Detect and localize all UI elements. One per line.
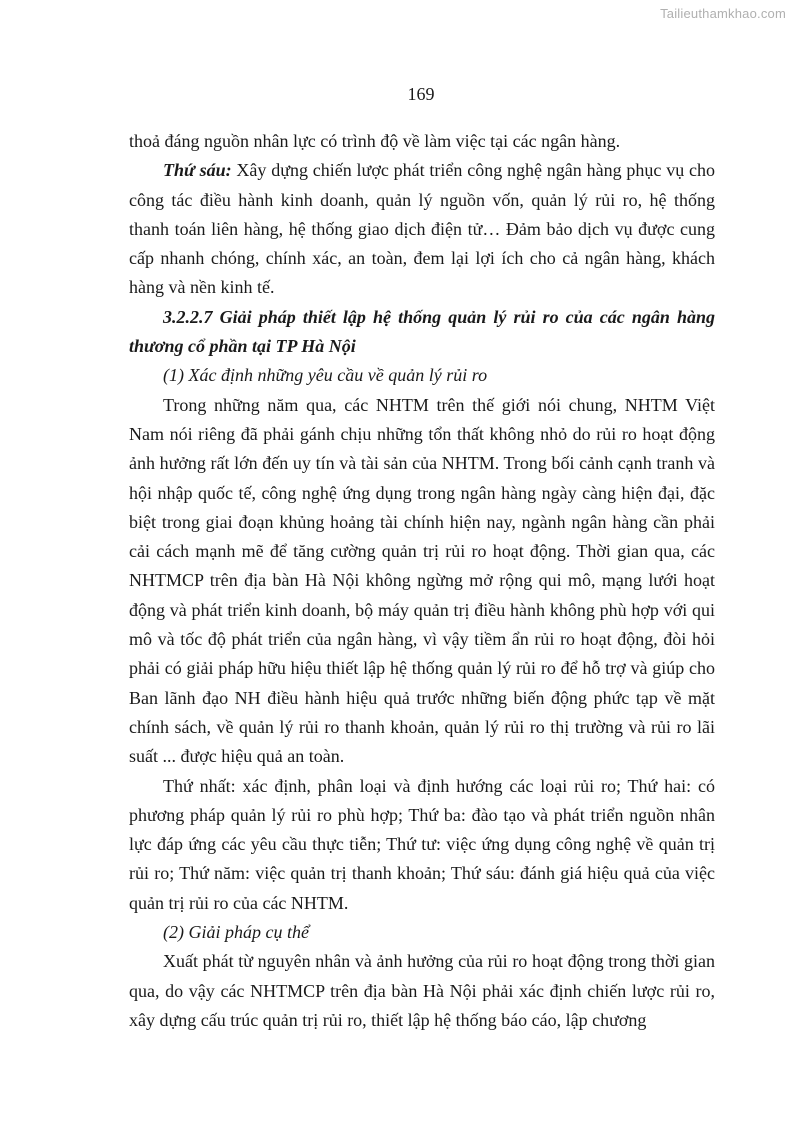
paragraph-solutions: Xuất phát từ nguyên nhân và ảnh hưởng của rủi ro hoạt động trong thời gian qua, do vậy các NHTMCP trên địa bàn Hà Nội phải xác định chiến lược rủi ro, xây dựng cấu trúc quản trị rủi ro, thiết lập hệ thống báo cáo, lập chương (129, 951, 715, 1030)
document-body (129, 127, 715, 1035)
subheading-solutions: (2) Giải pháp cụ thể (163, 922, 309, 943)
paragraph-continuation: thoả đáng nguồn nhân lực có trình độ về làm việc tại các ngân hàng. (129, 131, 621, 151)
paragraph-text: Xây dựng chiến lược phát triển công nghệ ngân hàng phục vụ cho công tác điều hành kinh doanh, quản lý nguồn vốn, quản lý rủi ro, hệ thống thanh toán liên hàng, hệ thống giao dịch điện tử… Đảm bảo dịch vụ được cung cấp nhanh chóng, chính xác, an toàn, đem lại lợi ích cho cả ngân hàng, khách hàng và nền kinh tế. (129, 160, 715, 298)
subheading-requirements: (1) Xác định những yêu cầu về quản lý rủi ro (163, 365, 488, 386)
paragraph-label: Thứ sáu: (163, 160, 232, 181)
watermark: Tailieuthamkhao.com (660, 6, 786, 21)
paragraph-overview: Trong những năm qua, các NHTM trên thế giới nói chung, NHTM Việt Nam nói riêng đã phải gánh chịu những tổn thất không nhỏ do rủi ro hoạt động ảnh hưởng rất lớn đến uy tín và tài sản của NHTM. Trong bối cảnh cạnh tranh và hội nhập quốc tế, công nghệ ứng dụng trong ngân hàng ngày càng hiện đại, đặc biệt trong giai đoạn khủng hoảng tài chính hiện nay, ngành ngân hàng cần phải cải cách mạnh mẽ để tăng cường quản trị rủi ro hoạt động. Thời gian qua, các NHTMCP trên địa bàn Hà Nội không ngừng mở rộng qui mô, mạng lưới hoạt động và phát triển kinh doanh, bộ máy quản trị điều hành không phù hợp với qui mô và tốc độ phát triển của ngân hàng, vì vậy tiềm ẩn rủi ro hoạt động, đòi hỏi phải có giải pháp hữu hiệu thiết lập hệ thống quản lý rủi ro để hỗ trợ và giúp cho Ban lãnh đạo NH điều hành hiệu quả trước những biến động phức tạp về mặt chính sách, về quản lý rủi ro thanh khoản, quản lý rủi ro thị trường và rủi ro lãi suất ... được hiệu quả an toàn. (129, 394, 715, 767)
paragraph-thu-sau (129, 156, 715, 302)
paragraph-list: Thứ nhất: xác định, phân loại và định hướng các loại rủi ro; Thứ hai: có phương pháp quản lý rủi ro phù hợp; Thứ ba: đào tạo và phát triển nguồn nhân lực đáp ứng các yêu cầu thực tiễn; Thứ tư: việc ứng dụng công nghệ về quản trị rủi ro; Thứ năm: việc quản trị thanh khoản; Thứ sáu: đánh giá hiệu quả của việc quản trị rủi ro của các NHTM. (129, 775, 715, 913)
page-number: 169 (407, 84, 435, 104)
section-heading: 3.2.2.7 Giải pháp thiết lập hệ thống quản lý rủi ro của các ngân hàng thương cổ phần tại TP Hà Nội (129, 306, 715, 357)
